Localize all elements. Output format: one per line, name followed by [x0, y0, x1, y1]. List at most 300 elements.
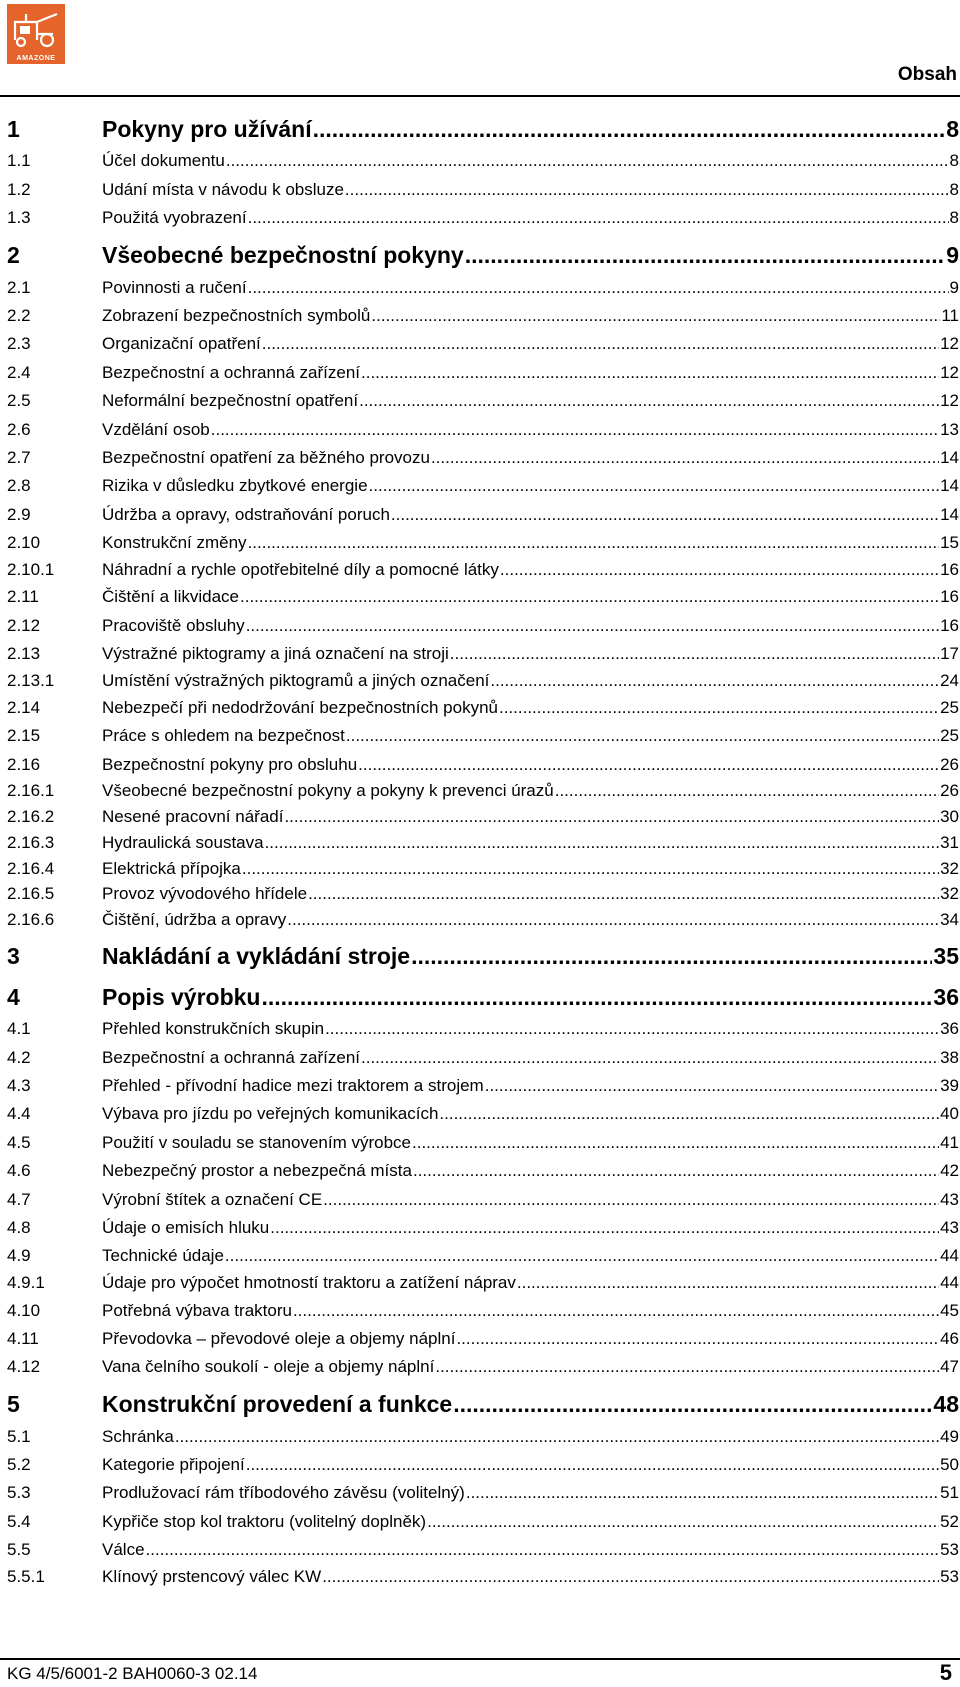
toc-page-number: 45 [940, 1300, 959, 1320]
toc-section-number: 2.13.1 [7, 670, 55, 690]
toc-title-line [102, 943, 959, 970]
toc-dot-leader [427, 1512, 939, 1532]
toc-page-number: 39 [940, 1076, 959, 1096]
toc-section-number: 5.5 [7, 1540, 31, 1560]
toc-section-title: Převodovka – převodové oleje a objemy náplní [102, 1328, 456, 1348]
toc-entry-level-3[interactable] [7, 1270, 959, 1296]
toc-title-line [102, 1190, 959, 1210]
logo-brand-text: AMAZONE [16, 55, 56, 62]
toc-entry-level-3[interactable] [7, 830, 959, 856]
toc-title-line [102, 278, 959, 298]
toc-section-title: Nebezpečný prostor a nebezpečná místa [102, 1161, 412, 1181]
toc-dot-leader [345, 180, 949, 200]
toc-dot-leader [466, 1483, 939, 1503]
toc-section-number: 4.9 [7, 1246, 31, 1266]
toc-title-line [102, 833, 959, 853]
toc-title-line [102, 1133, 959, 1153]
toc-section-title: Nakládání a vykládání stroje [102, 942, 411, 969]
toc-section-title: Přehled konstrukčních skupin [102, 1019, 325, 1039]
toc-entry-level-2[interactable] [7, 273, 959, 301]
toc-dot-leader [246, 616, 939, 636]
toc-section-number: 3 [7, 942, 20, 969]
toc-dot-leader [308, 884, 939, 904]
toc-section-title: Čištění, údržba a opravy [102, 909, 287, 929]
toc-section-title: Bezpečnostní opatření za běžného provozu [102, 447, 430, 467]
toc-entry-level-3[interactable] [7, 557, 959, 583]
toc-title-line [102, 1427, 959, 1447]
toc-entry-level-2[interactable] [7, 1296, 959, 1324]
toc-section-title: Konstrukční provedení a funkce [102, 1391, 453, 1418]
toc-title-line [102, 1246, 959, 1266]
toc-section-number: 4 [7, 983, 20, 1010]
toc-entry-level-2[interactable] [7, 1353, 959, 1381]
toc-title-line [102, 1301, 959, 1321]
toc-page-number: 48 [933, 1391, 959, 1418]
toc-dot-leader [439, 1104, 939, 1124]
toc-title-line [102, 587, 959, 607]
toc-dot-leader [465, 242, 945, 269]
toc-page-number: 9 [949, 277, 959, 297]
toc-section-title: Nebezpečí při nedodržování bezpečnostních pokynů [102, 698, 498, 718]
toc-section-title: Vzdělání osob [102, 419, 210, 439]
toc-page-number: 15 [940, 533, 959, 553]
toc-entry-level-1[interactable] [7, 933, 959, 974]
toc-section-number: 4.6 [7, 1161, 31, 1181]
toc-section-number: 4.5 [7, 1132, 31, 1152]
toc-section-title: Udání místa v návodu k obsluze [102, 179, 344, 199]
toc-title-line [102, 807, 959, 827]
toc-section-number: 5.4 [7, 1511, 31, 1531]
toc-section-number: 2.13 [7, 643, 41, 663]
toc-title-line [102, 1161, 959, 1181]
toc-section-number: 2.3 [7, 334, 31, 354]
toc-page-number: 25 [940, 698, 959, 718]
toc-section-title: Účel dokumentu [102, 151, 225, 171]
toc-section-number: 2.16.5 [7, 884, 55, 904]
toc-section-title: Nesené pracovní nářadí [102, 807, 284, 827]
toc-title-line [102, 1512, 959, 1532]
toc-page-number: 53 [940, 1540, 959, 1560]
toc-page-number: 13 [940, 419, 959, 439]
toc-page-number: 41 [940, 1132, 959, 1152]
toc-title-line [102, 476, 959, 496]
toc-section-number: 4.1 [7, 1019, 31, 1039]
toc-page-number: 8 [949, 208, 959, 228]
toc-entry-level-2[interactable] [7, 1451, 959, 1479]
toc-dot-leader [284, 807, 939, 827]
toc-page-number: 16 [940, 615, 959, 635]
toc-page-number: 49 [940, 1426, 959, 1446]
toc-section-number: 2.16.3 [7, 832, 55, 852]
toc-title-line [102, 984, 959, 1011]
toc-entry-level-2[interactable] [7, 583, 959, 611]
toc-dot-leader [359, 391, 939, 411]
toc-page-number: 16 [940, 587, 959, 607]
toc-title-line [102, 533, 959, 553]
toc-entry-level-2[interactable] [7, 1128, 959, 1156]
toc-section-number: 4.12 [7, 1357, 41, 1377]
toc-entry-level-1[interactable] [7, 974, 959, 1015]
toc-entry-level-3[interactable] [7, 907, 959, 933]
toc-section-number: 4.8 [7, 1218, 31, 1238]
toc-section-title: Údaje pro výpočet hmotností traktoru a zatížení náprav [102, 1273, 516, 1293]
toc-dot-leader [226, 151, 949, 171]
toc-section-title: Neformální bezpečnostní opatření [102, 391, 359, 411]
toc-entry-level-2[interactable] [7, 529, 959, 557]
toc-page-number: 9 [946, 242, 959, 269]
toc-entry-level-2[interactable] [7, 175, 959, 203]
toc-page-number: 11 [941, 305, 959, 325]
toc-section-number: 4.7 [7, 1189, 31, 1209]
toc-section-title: Pokyny pro užívání [102, 116, 312, 142]
toc-section-title: Všeobecné bezpečnostní pokyny [102, 242, 464, 269]
toc-section-title: Bezpečnostní a ochranná zařízení [102, 1047, 360, 1067]
toc-dot-leader [499, 698, 939, 718]
toc-dot-leader [453, 1391, 932, 1418]
toc-dot-leader [485, 1076, 939, 1096]
toc-entry-level-2[interactable] [7, 1043, 959, 1071]
toc-section-title: Bezpečnostní a ochranná zařízení [102, 362, 360, 382]
toc-section-title: Přehled - přívodní hadice mezi traktorem a strojem [102, 1076, 484, 1096]
toc-title-line [102, 116, 959, 143]
toc-page-number: 17 [940, 643, 959, 663]
toc-page-number: 43 [940, 1189, 959, 1209]
toc-entry-level-2[interactable] [7, 694, 959, 722]
toc-section-number: 2.5 [7, 391, 31, 411]
toc-section-title: Konstrukční změny [102, 533, 247, 553]
toc-section-number: 2.11 [7, 587, 39, 607]
toc-dot-leader [248, 208, 949, 228]
toc-dot-leader [313, 116, 946, 143]
toc-entry-level-2[interactable] [7, 1072, 959, 1100]
toc-title-line [102, 1391, 959, 1418]
toc-section-title: Kategorie připojení [102, 1455, 245, 1475]
amazone-logo [7, 4, 65, 64]
toc-title-line [102, 644, 959, 664]
toc-entry-level-2[interactable] [7, 204, 959, 232]
toc-section-title: Bezpečnostní pokyny pro obsluhu [102, 754, 358, 774]
toc-page-number: 36 [940, 1019, 959, 1039]
toc-title-line [102, 1104, 959, 1124]
toc-section-title: Použitá vyobrazení [102, 208, 247, 228]
toc-section-number: 5.3 [7, 1483, 31, 1503]
toc-title-line [102, 1076, 959, 1096]
toc-page-number: 51 [940, 1483, 959, 1503]
toc-dot-leader [450, 644, 939, 664]
toc-dot-leader [261, 984, 932, 1011]
toc-title-line [102, 671, 959, 691]
toc-entry-level-2[interactable] [7, 302, 959, 330]
toc-section-title: Výbava pro jízdu po veřejných komunikacích [102, 1104, 439, 1124]
toc-title-line [102, 306, 959, 326]
toc-entry-level-2[interactable] [7, 500, 959, 528]
toc-section-title: Prodlužovací rám tříbodového závěsu (volitelný) [102, 1483, 465, 1503]
toc-title-line [102, 726, 959, 746]
toc-title-line [102, 505, 959, 525]
toc-page-number: 40 [940, 1104, 959, 1124]
toc-dot-leader [411, 943, 932, 970]
toc-section-number: 2.15 [7, 726, 41, 746]
toc-dot-leader [293, 1301, 939, 1321]
toc-entry-level-2[interactable] [7, 1242, 959, 1270]
toc-title-line [102, 208, 959, 228]
toc-section-title: Elektrická přípojka [102, 858, 241, 878]
toc-page-number: 32 [940, 858, 959, 878]
toc-entry-level-2[interactable] [7, 472, 959, 500]
toc-page-number: 36 [933, 983, 959, 1010]
toc-title-line [102, 1483, 959, 1503]
toc-section-number: 4.10 [7, 1300, 41, 1320]
toc-title-line [102, 1048, 959, 1068]
toc-section-title: Potřebná výbava traktoru [102, 1300, 292, 1320]
toc-section-number: 4.11 [7, 1328, 39, 1348]
toc-section-number: 4.4 [7, 1104, 31, 1124]
toc-page-number: 12 [940, 334, 959, 354]
toc-title-line [102, 755, 959, 775]
toc-entry-level-2[interactable] [7, 1536, 959, 1564]
toc-section-number: 2.6 [7, 419, 31, 439]
toc-section-title: Údržba a opravy, odstraňování poruch [102, 504, 390, 524]
toc-dot-leader [369, 476, 940, 496]
toc-entry-level-2[interactable] [7, 1157, 959, 1185]
toc-page-number: 30 [940, 807, 959, 827]
toc-dot-leader [456, 1329, 939, 1349]
toc-entry-level-2[interactable] [7, 147, 959, 175]
toc-dot-leader [412, 1133, 939, 1153]
page-title: Obsah [897, 64, 957, 85]
toc-page-number: 44 [940, 1273, 959, 1293]
toc-section-number: 2.2 [7, 305, 31, 325]
toc-dot-leader [322, 1567, 939, 1587]
toc-dot-leader [265, 833, 940, 853]
toc-page-number: 46 [940, 1328, 959, 1348]
toc-page-number: 12 [940, 362, 959, 382]
toc-section-title: Pracoviště obsluhy [102, 615, 245, 635]
toc-section-number: 2.14 [7, 698, 41, 718]
toc-page-number: 8 [949, 179, 959, 199]
toc-entry-level-3[interactable] [7, 779, 959, 805]
toc-dot-leader [435, 1357, 939, 1377]
toc-section-number: 2.1 [7, 277, 31, 297]
toc-dot-leader [431, 448, 939, 468]
footer-divider [0, 1658, 960, 1660]
amazone-emblem-icon [7, 4, 65, 54]
toc-page-number: 42 [940, 1161, 959, 1181]
toc-page-number: 12 [940, 391, 959, 411]
toc-entry-level-3[interactable] [7, 668, 959, 694]
toc-dot-leader [287, 910, 939, 930]
toc-page-number: 50 [940, 1455, 959, 1475]
toc-page-number: 44 [940, 1246, 959, 1266]
toc-page-number: 43 [940, 1218, 959, 1238]
toc-section-number: 2.9 [7, 504, 31, 524]
toc-dot-leader [346, 726, 939, 746]
toc-section-number: 5 [7, 1391, 20, 1418]
toc-dot-leader [225, 1246, 939, 1266]
page-number: 5 [939, 1660, 952, 1685]
toc-section-title: Údaje o emisích hluku [102, 1218, 270, 1238]
toc-page-number: 8 [946, 116, 959, 142]
toc-entry-level-2[interactable] [7, 1422, 959, 1450]
toc-title-line [102, 698, 959, 718]
toc-section-number: 1.2 [7, 179, 31, 199]
toc-title-line [102, 391, 959, 411]
toc-entry-level-2[interactable] [7, 640, 959, 668]
toc-section-number: 2.16.1 [7, 781, 55, 801]
toc-entry-level-1[interactable] [7, 106, 959, 147]
toc-entry-level-3[interactable] [7, 856, 959, 882]
toc-section-number: 2 [7, 242, 20, 269]
toc-title-line [102, 859, 959, 879]
toc-dot-leader [371, 306, 940, 326]
toc-page-number: 14 [940, 447, 959, 467]
toc-section-number: 2.16.6 [7, 909, 55, 929]
toc-dot-leader [517, 1273, 939, 1293]
toc-page-number: 14 [940, 476, 959, 496]
toc-section-number: 5.1 [7, 1426, 31, 1446]
toc-page-number: 14 [940, 504, 959, 524]
toc-page-number: 26 [940, 754, 959, 774]
toc-section-number: 1.1 [7, 151, 31, 171]
toc-section-number: 4.2 [7, 1047, 31, 1067]
toc-title-line [102, 616, 959, 636]
toc-section-title: Provoz vývodového hřídele [102, 884, 308, 904]
toc-section-number: 2.16.4 [7, 858, 55, 878]
toc-title-line [102, 884, 959, 904]
toc-entry-level-2[interactable] [7, 358, 959, 386]
toc-title-line [102, 1455, 959, 1475]
toc-page-number: 34 [940, 909, 959, 929]
toc-section-number: 4.9.1 [7, 1273, 45, 1293]
toc-title-line [102, 1218, 959, 1238]
toc-entry-level-2[interactable] [7, 1100, 959, 1128]
toc-entry-level-2[interactable] [7, 444, 959, 472]
toc-section-title: Všeobecné bezpečnostní pokyny a pokyny k prevenci úrazů [102, 781, 554, 801]
toc-section-number: 1 [7, 116, 20, 142]
toc-section-number: 2.16 [7, 754, 41, 774]
toc-section-number: 2.10 [7, 533, 41, 553]
toc-page-number: 25 [940, 726, 959, 746]
toc-title-line [102, 420, 959, 440]
toc-dot-leader [325, 1019, 939, 1039]
toc-section-title: Kypřiče stop kol traktoru (volitelný doplněk) [102, 1511, 427, 1531]
toc-section-title: Technické údaje [102, 1246, 224, 1266]
toc-title-line [102, 1357, 959, 1377]
toc-title-line [102, 1273, 959, 1293]
toc-title-line [102, 151, 959, 171]
toc-entry-level-2[interactable] [7, 1214, 959, 1242]
toc-entry-level-2[interactable] [7, 722, 959, 750]
toc-entry-level-2[interactable] [7, 1479, 959, 1507]
toc-title-line [102, 1540, 959, 1560]
toc-dot-leader [555, 781, 939, 801]
toc-dot-leader [270, 1218, 939, 1238]
toc-entry-level-2[interactable] [7, 387, 959, 415]
toc-section-number: 2.7 [7, 447, 31, 467]
toc-title-line [102, 1567, 959, 1587]
toc-page-number: 47 [940, 1357, 959, 1377]
toc-page-number: 52 [940, 1511, 959, 1531]
toc-page-number: 38 [940, 1047, 959, 1067]
toc-section-title: Zobrazení bezpečnostních symbolů [102, 305, 371, 325]
toc-section-number: 1.3 [7, 208, 31, 228]
toc-entry-level-2[interactable] [7, 1015, 959, 1043]
toc-dot-leader [500, 560, 939, 580]
toc-entry-level-2[interactable] [7, 611, 959, 639]
toc-section-title: Práce s ohledem na bezpečnost [102, 726, 345, 746]
toc-dot-leader [358, 755, 939, 775]
toc-entry-level-2[interactable] [7, 1507, 959, 1535]
toc-page-number: 26 [940, 781, 959, 801]
toc-page-number: 53 [940, 1566, 959, 1586]
toc-entry-level-2[interactable] [7, 750, 959, 778]
toc-section-title: Organizační opatření [102, 334, 261, 354]
toc-dot-leader [262, 334, 939, 354]
toc-section-title: Válce [102, 1540, 145, 1560]
toc-section-number: 4.3 [7, 1076, 31, 1096]
toc-title-line [102, 180, 959, 200]
toc-entry-level-1[interactable] [7, 1381, 959, 1422]
toc-title-line [102, 448, 959, 468]
toc-dot-leader [490, 671, 939, 691]
table-of-contents [7, 106, 959, 1590]
toc-page-number: 24 [940, 670, 959, 690]
toc-entry-level-2[interactable] [7, 1325, 959, 1353]
toc-title-line [102, 1019, 959, 1039]
toc-section-title: Klínový prstencový válec KW [102, 1566, 322, 1586]
toc-section-title: Použití v souladu se stanovením výrobce [102, 1132, 411, 1152]
toc-entry-level-2[interactable] [7, 1185, 959, 1213]
toc-section-title: Čištění a likvidace [102, 587, 240, 607]
toc-title-line [102, 1329, 959, 1349]
toc-entry-level-3[interactable] [7, 1564, 959, 1590]
toc-section-number: 5.2 [7, 1455, 31, 1475]
toc-section-title: Vana čelního soukolí - oleje a objemy náplní [102, 1357, 435, 1377]
toc-dot-leader [248, 533, 940, 553]
toc-title-line [102, 242, 959, 269]
toc-dot-leader [146, 1540, 940, 1560]
toc-dot-leader [361, 1048, 939, 1068]
toc-entry-level-3[interactable] [7, 882, 959, 908]
toc-dot-leader [242, 859, 939, 879]
toc-section-title: Popis výrobku [102, 983, 261, 1010]
toc-entry-level-2[interactable] [7, 415, 959, 443]
toc-dot-leader [211, 420, 939, 440]
toc-title-line [102, 560, 959, 580]
document-id: KG 4/5/6001-2 BAH0060-3 02.14 [7, 1664, 258, 1683]
toc-entry-level-1[interactable] [7, 232, 959, 273]
toc-page-number: 31 [940, 832, 959, 852]
toc-section-title: Rizika v důsledku zbytkové energie [102, 476, 368, 496]
header-divider [0, 95, 960, 97]
toc-title-line [102, 363, 959, 383]
toc-section-title: Výrobní štítek a označení CE [102, 1189, 323, 1209]
toc-section-title: Schránka [102, 1426, 174, 1446]
toc-section-number: 2.10.1 [7, 559, 55, 579]
toc-dot-leader [361, 363, 939, 383]
toc-entry-level-2[interactable] [7, 330, 959, 358]
toc-dot-leader [246, 1455, 939, 1475]
toc-entry-level-3[interactable] [7, 804, 959, 830]
toc-section-number: 2.12 [7, 615, 41, 635]
toc-section-title: Náhradní a rychle opotřebitelné díly a pomocné látky [102, 559, 499, 579]
toc-page-number: 35 [933, 942, 959, 969]
toc-title-line [102, 781, 959, 801]
toc-section-title: Hydraulická soustava [102, 832, 264, 852]
toc-title-line [102, 334, 959, 354]
toc-dot-leader [248, 278, 949, 298]
toc-dot-leader [175, 1427, 939, 1447]
